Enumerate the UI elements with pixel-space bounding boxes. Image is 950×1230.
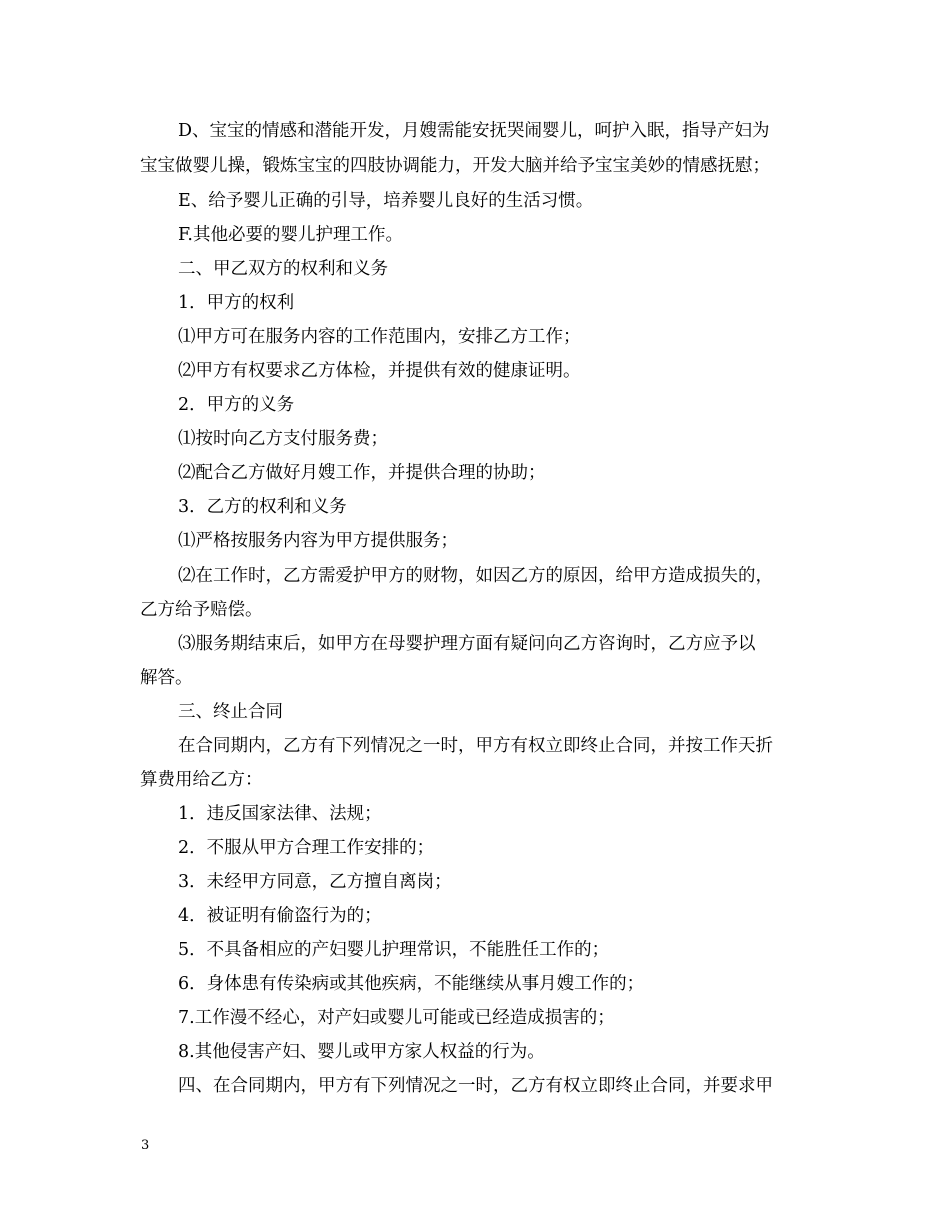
paragraph-line: 在合同期内，乙方有下列情况之一时，甲方有权立即终止合同，并按工作天折 [178, 736, 773, 756]
subsection-heading: 3．乙方的权利和义务 [178, 497, 347, 517]
list-item: ⑴按时向乙方支付服务费； [178, 429, 388, 449]
paragraph-line: F.其他必要的婴儿护理工作。 [178, 225, 403, 245]
section-heading: 四、在合同期内，甲方有下列情况之一时，乙方有权立即终止合同，并要求甲 [178, 1076, 773, 1096]
list-item: ⑵甲方有权要求乙方体检，并提供有效的健康证明。 [178, 361, 581, 381]
list-item: ⑶服务期结束后，如甲方在母婴护理方面有疑问向乙方咨询时，乙方应予以 [178, 634, 756, 654]
paragraph-line: 宝宝做婴儿操，锻炼宝宝的四肢协调能力，开发大脑并给予宝宝美妙的情感抚慰； [140, 156, 770, 176]
paragraph-line: 算费用给乙方： [140, 770, 263, 790]
list-item: 4．被证明有偷盗行为的； [178, 906, 382, 926]
paragraph-line: 乙方给予赔偿。 [140, 600, 263, 620]
list-item: ⑴严格按服务内容为甲方提供服务； [178, 531, 458, 551]
section-heading: 三、终止合同 [178, 702, 283, 722]
section-heading: 二、甲乙双方的权利和义务 [178, 259, 388, 279]
list-item: 8.其他侵害产妇、婴儿或甲方家人权益的行为。 [178, 1042, 545, 1062]
list-item: 6．身体患有传染病或其他疾病，不能继续从事月嫂工作的； [178, 974, 645, 994]
list-item: 1．违反国家法律、法规； [178, 804, 382, 824]
list-item: ⑴甲方可在服务内容的工作范围内，安排乙方工作； [178, 327, 581, 347]
subsection-heading: 2．甲方的义务 [178, 395, 295, 415]
list-item: 5．不具备相应的产妇婴儿护理常识，不能胜任工作的； [178, 940, 610, 960]
paragraph-line: E、给予婴儿正确的引导，培养婴儿良好的生活习惯。 [178, 191, 594, 211]
list-item: 2．不服从甲方合理工作安排的； [178, 838, 435, 858]
paragraph-line: D、宝宝的情感和潜能开发，月嫂需能安抚哭闹婴儿，呵护入眠，指导产妇为 [178, 121, 770, 141]
subsection-heading: 1．甲方的权利 [178, 293, 295, 313]
page-number: 3 [141, 1138, 150, 1153]
list-item: 7.工作漫不经心，对产妇或婴儿可能或已经造成损害的； [178, 1008, 615, 1028]
list-item: 3．未经甲方同意，乙方擅自离岗； [178, 872, 452, 892]
paragraph-line: 解答。 [140, 668, 193, 688]
list-item: ⑵在工作时，乙方需爱护甲方的财物，如因乙方的原因，给甲方造成损失的， [178, 566, 773, 586]
list-item: ⑵配合乙方做好月嫂工作，并提供合理的协助； [178, 463, 546, 483]
